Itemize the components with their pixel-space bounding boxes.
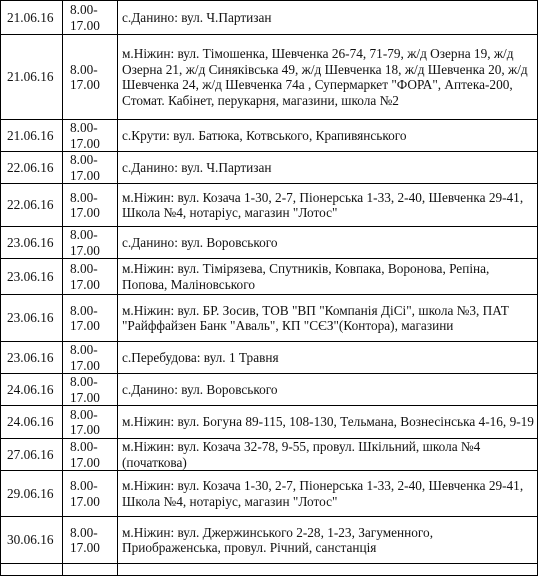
- time-cell: 8.00-17.00: [63, 342, 118, 374]
- table-row: [1, 517, 538, 564]
- date-cell: 21.06.16: [1, 120, 63, 152]
- time-cell: 8.00-17.00: [63, 184, 118, 227]
- time-cell: 8.00-17.00: [63, 406, 118, 439]
- table-row: [1, 120, 538, 152]
- time-cell: 8.00-17.00: [63, 152, 118, 184]
- table-row: [1, 406, 538, 439]
- table-row: [1, 564, 538, 576]
- table-row: [1, 152, 538, 184]
- time-cell: 8.00-17.00: [63, 259, 118, 295]
- date-cell: 29.06.16: [1, 471, 63, 517]
- date-cell: 23.06.16: [1, 342, 63, 374]
- table-row: [1, 184, 538, 227]
- table-row: [1, 259, 538, 295]
- time-cell: 8.00-17.00: [63, 120, 118, 152]
- address-cell: м.Ніжин: вул. Тімірязева, Спутників, Ковпака, Воронова, Репіна, Попова, Маліновського: [118, 259, 538, 295]
- time-cell: 8.00-17.00: [63, 439, 118, 471]
- date-cell: 23.06.16: [1, 295, 63, 342]
- time-cell: 8.00-17.00: [63, 1, 118, 35]
- date-cell: 21.06.16: [1, 1, 63, 35]
- table-row: [1, 227, 538, 259]
- address-cell: с.Данино: вул. Воровського: [118, 227, 538, 259]
- address-cell: м.Ніжин: вул. Козача 1-30, 2-7, Піонерська 1-33, 2-40, Шевченка 29-41, Школа №4, нотаріус, магазин "Лотос": [118, 184, 538, 227]
- address-cell: с.Данино: вул. Воровського: [118, 374, 538, 406]
- table-row: [1, 35, 538, 120]
- time-cell: 8.00-17.00: [63, 295, 118, 342]
- date-cell: 23.06.16: [1, 259, 63, 295]
- date-cell: 22.06.16: [1, 152, 63, 184]
- date-cell: 24.06.16: [1, 406, 63, 439]
- date-cell: 27.06.16: [1, 439, 63, 471]
- time-cell: 8.00-17.00: [63, 517, 118, 564]
- address-cell: с.Крути: вул. Батюка, Котвського, Крапивянського: [118, 120, 538, 152]
- table-row: [1, 374, 538, 406]
- address-cell: м.Ніжин: вул. Козача 32-78, 9-55, провул. Шкільний, школа №4 (початкова): [118, 439, 538, 471]
- table-row: [1, 1, 538, 35]
- date-cell: 22.06.16: [1, 184, 63, 227]
- time-cell: 8.00-17.00: [63, 374, 118, 406]
- table-row: [1, 439, 538, 471]
- address-cell: м.Ніжин: вул. Козача 1-30, 2-7, Піонерська 1-33, 2-40, Шевченка 29-41, Школа №4, нотаріус, магазин "Лотос": [118, 471, 538, 517]
- time-cell: 8.00-17.00: [63, 35, 118, 120]
- date-cell: [1, 564, 63, 576]
- date-cell: 23.06.16: [1, 227, 63, 259]
- address-cell: м.Ніжин: вул. Богуна 89-115, 108-130, Тельмана, Вознесінська 4-16, 9-19: [118, 406, 538, 439]
- table-row: [1, 342, 538, 374]
- table-row: [1, 295, 538, 342]
- address-cell: с.Перебудова: вул. 1 Травня: [118, 342, 538, 374]
- address-cell: м.Ніжин: вул. БР. Зосив, ТОВ "ВП "Компанія ДіСі", школа №3, ПАТ "Райффайзен Банк "Аваль", КП "СЄЗ"(Контора), магазини: [118, 295, 538, 342]
- date-cell: 30.06.16: [1, 517, 63, 564]
- time-cell: [63, 564, 118, 576]
- time-cell: 8.00-17.00: [63, 227, 118, 259]
- time-cell: 8.00-17.00: [63, 471, 118, 517]
- address-cell: [118, 564, 538, 576]
- address-cell: с.Данино: вул. Ч.Партизан: [118, 152, 538, 184]
- date-cell: 21.06.16: [1, 35, 63, 120]
- address-cell: м.Ніжин: вул. Тімошенка, Шевченка 26-74, 71-79, ж/д Озерна 19, ж/д Озерна 21, ж/д Синяківська 49, ж/д Шевченка 18, ж/д Шевченка 20, ж/д Шевченка 24, ж/д Шевченка 74а , Супермаркет "ФОРА", Аптека-200, Стомат. Кабінет, перукарня, магазини, школа №2: [118, 35, 538, 120]
- address-cell: м.Ніжин: вул. Джержинського 2-28, 1-23, Загуменного, Приображенська, провул. Річний, санстанція: [118, 517, 538, 564]
- date-cell: 24.06.16: [1, 374, 63, 406]
- table-row: [1, 471, 538, 517]
- address-cell: с.Данино: вул. Ч.Партизан: [118, 1, 538, 35]
